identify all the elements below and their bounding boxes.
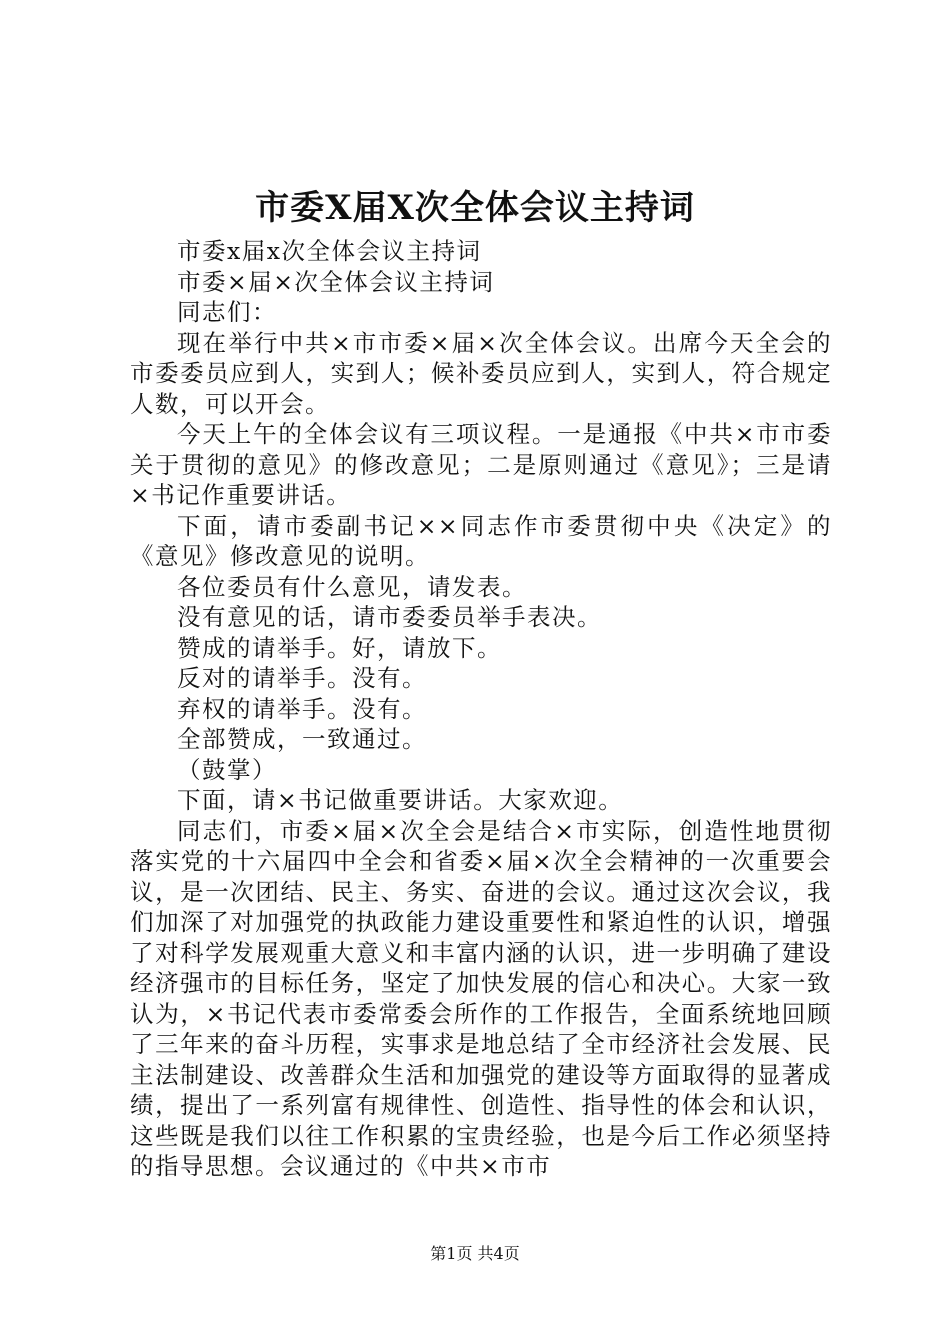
paragraph: 同志们： <box>177 298 277 326</box>
paragraph: 现在举行中共×市市委×届×次全体会议。出席今天全会的市委委员应到人，实到人；候补委员应到人，实到人，符合规定人数，可以开会。 <box>130 328 832 418</box>
paragraph: 各位委员有什么意见，请发表。 <box>177 572 527 601</box>
paragraph: 赞成的请举手。好，请放下。 <box>177 633 502 662</box>
paragraph: 反对的请举手。没有。 <box>177 664 427 692</box>
paragraph: 没有意见的话，请市委委员举手表决。 <box>177 603 602 631</box>
paragraph: 市委x届x次全体会议主持词 <box>177 237 482 265</box>
paragraph: 同志们，市委×届×次全会是结合×市实际，创造性地贯彻落实党的十六届四中全会和省委×届×次全会精神的一次重要会议，是一次团结、民主、务实、奋进的会议。通过这次会议，我们加深了对加强党的执政能力建设重要性和紧迫性的认识，增强了对科学发展观重大意义和丰富内涵的认识，进一步明确了建设经济强市的目标任务，坚定了加快发展的信心和决心。大家一致认为，×书记代表市委常委会所作的工作报告，全面系统地回顾了三年来的奋斗历程，实事求是地总结了全市经济社会发展、民主法制建设、改善群众生活和加强党的建设等方面取得的显著成绩，提出了一系列富有规律性、创造性、指导性的体会和认识，这些既是我们以往工作积累的宝贵经验，也是今后工作必须坚持的指导思想。会议通过的《中共×市市 <box>130 816 832 1180</box>
paragraph: （鼓掌） <box>177 755 277 784</box>
document-body <box>130 236 832 1182</box>
paragraph: 今天上午的全体会议有三项议程。一是通报《中共×市市委关于贯彻的意见》的修改意见；二是原则通过《意见》；三是请×书记作重要讲话。 <box>130 420 832 509</box>
paragraph: 下面，请×书记做重要讲话。大家欢迎。 <box>177 786 624 814</box>
paragraph: 弃权的请举手。没有。 <box>177 694 427 723</box>
page-footer: 第1页 共4页 <box>430 1244 520 1263</box>
document-title: 市委X届X次全体会议主持词 <box>255 188 695 228</box>
paragraph: 下面，请市委副书记××同志作市委贯彻中央《决定》的《意见》修改意见的说明。 <box>130 511 832 570</box>
paragraph: 市委×届×次全体会议主持词 <box>177 267 495 296</box>
paragraph: 全部赞成，一致通过。 <box>177 725 427 753</box>
